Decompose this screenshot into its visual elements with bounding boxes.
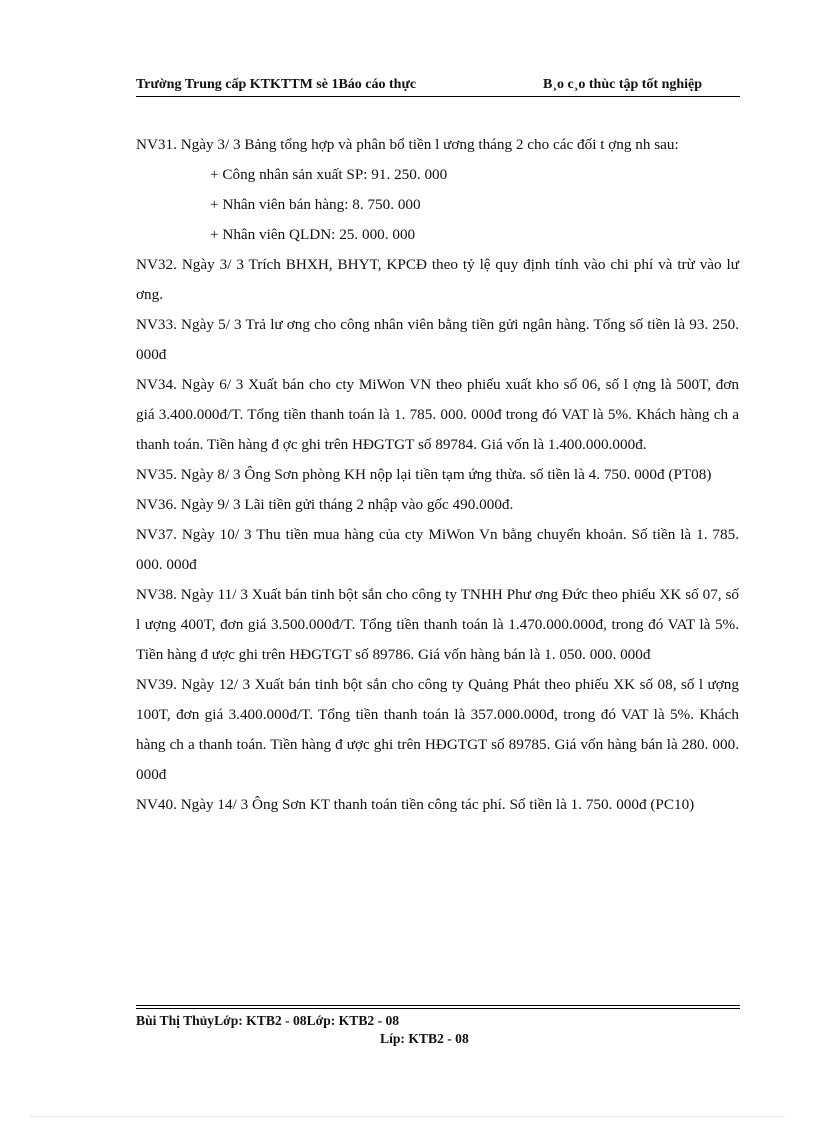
header-rule: [136, 96, 740, 97]
footer-rule-top: [136, 1005, 740, 1006]
page-bottom-divider: [30, 1116, 786, 1117]
paragraph-nv31: NV31. Ngày 3/ 3 Bảng tổng hợp và phân bổ tiền l ương tháng 2 cho các đối t ợng nh sau:: [136, 136, 679, 153]
list-item-production-workers: + Công nhân sản xuất SP: 91. 250. 000: [210, 166, 448, 183]
page-header: [136, 77, 740, 97]
list-item-management-staff: + Nhân viên QLDN: 25. 000. 000: [210, 226, 416, 243]
footer-student-class: Bùi Thị ThủyLớp: KTB2 - 08Lớp: KTB2 - 08: [136, 1013, 400, 1028]
header-report-title: B¸o c¸o thùc tập tốt nghiệp: [543, 77, 703, 92]
paragraph-nv37: NV37. Ngày 10/ 3 Thu tiền mua hàng của cty MiWon Vn bằng chuyển khoản. Số tiền là 1. 785. 000. 000đ: [136, 526, 739, 573]
header-school: Trường Trung cấp KTKTTM sè 1Báo cáo thực: [136, 77, 417, 92]
paragraph-nv40: NV40. Ngày 14/ 3 Ông Sơn KT thanh toán tiền công tác phí. Số tiền là 1. 750. 000đ (PC10): [136, 796, 695, 813]
footer-rule-bottom: [136, 1008, 740, 1009]
paragraph-nv32: NV32. Ngày 3/ 3 Trích BHXH, BHYT, KPCĐ theo tỷ lệ quy định tính vào chi phí và trừ vào lư ơng.: [136, 256, 739, 303]
footer-class: Líp: KTB2 - 08: [380, 1031, 469, 1046]
list-item-sales-staff: + Nhân viên bán hàng: 8. 750. 000: [210, 196, 421, 213]
paragraph-nv34: NV34. Ngày 6/ 3 Xuất bán cho cty MiWon VN theo phiếu xuất kho số 06, số l ợng là 500T, đơn giá 3.400.000đ/T. Tổng tiền thanh toán là 1. 785. 000. 000đ trong đó VAT là 5%. Khách hàng ch a thanh toán. Tiền hàng đ ợc ghi trên HĐGTGT số 89784. Giá vốn là 1.400.000.000đ.: [136, 376, 739, 453]
paragraph-nv38: NV38. Ngày 11/ 3 Xuất bán tinh bột sắn cho công ty TNHH Phư ơng Đức theo phiếu XK số 07, số l ượng 400T, đơn giá 3.500.000đ/T. Tổng tiền thanh toán là 1.470.000.000đ, trong đó VAT là 5%. Tiền hàng đ ược ghi trên HĐGTGT số 89786. Giá vốn hàng bán là 1. 050. 000. 000đ: [136, 586, 739, 663]
paragraph-nv35: NV35. Ngày 8/ 3 Ông Sơn phòng KH nộp lại tiền tạm ứng thừa. số tiền là 4. 750. 000đ (PT08): [136, 466, 712, 483]
paragraph-nv39: NV39. Ngày 12/ 3 Xuất bán tinh bột sắn cho công ty Quảng Phát theo phiếu XK số 08, số l ượng 100T, đơn giá 3.400.000đ/T. Tổng tiền thanh toán là 357.000.000đ, trong đó VAT là 5%. Khách hàng ch a thanh toán. Tiền hàng đ ược ghi trên HĐGTGT số 89785. Giá vốn hàng bán là 280. 000. 000đ: [136, 676, 739, 783]
paragraph-nv36: NV36. Ngày 9/ 3 Lãi tiền gửi tháng 2 nhập vào gốc 490.000đ.: [136, 496, 514, 513]
paragraph-nv33: NV33. Ngày 5/ 3 Trả lư ơng cho công nhân viên bằng tiền gửi ngân hàng. Tổng số tiền là 93. 250. 000đ: [136, 316, 739, 363]
document-body: [136, 130, 739, 820]
